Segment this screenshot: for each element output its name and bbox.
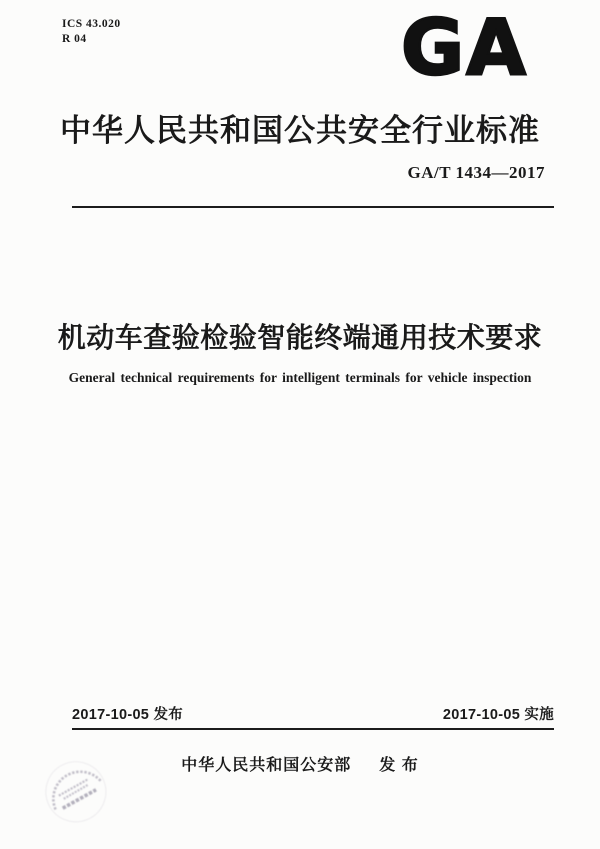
standard-number: GA/T 1434—2017 <box>407 163 545 182</box>
header-rule <box>72 206 554 208</box>
document-title-zh: 机动车查验检验智能终端通用技术要求 <box>57 322 543 353</box>
ics-classification <box>62 17 121 47</box>
footer-rule <box>72 728 554 730</box>
date-row <box>72 703 554 724</box>
ics-class-code: R 04 <box>62 32 87 45</box>
ga-logo: GA <box>401 4 528 93</box>
ics-code: ICS 43.020 <box>62 18 121 30</box>
standard-org-heading: 中华人民共和国公共安全行业标准 <box>60 113 540 148</box>
document-title-en: General technical requirements for intelligent terminals for vehicle inspection <box>68 370 532 385</box>
issue-date: 2017-10-05 发布 <box>72 707 184 723</box>
implement-date: 2017-10-05 实施 <box>442 707 554 723</box>
publish-action-label: 发 布 <box>379 757 419 774</box>
publisher-name: 中华人民共和国公安部 <box>181 757 352 774</box>
